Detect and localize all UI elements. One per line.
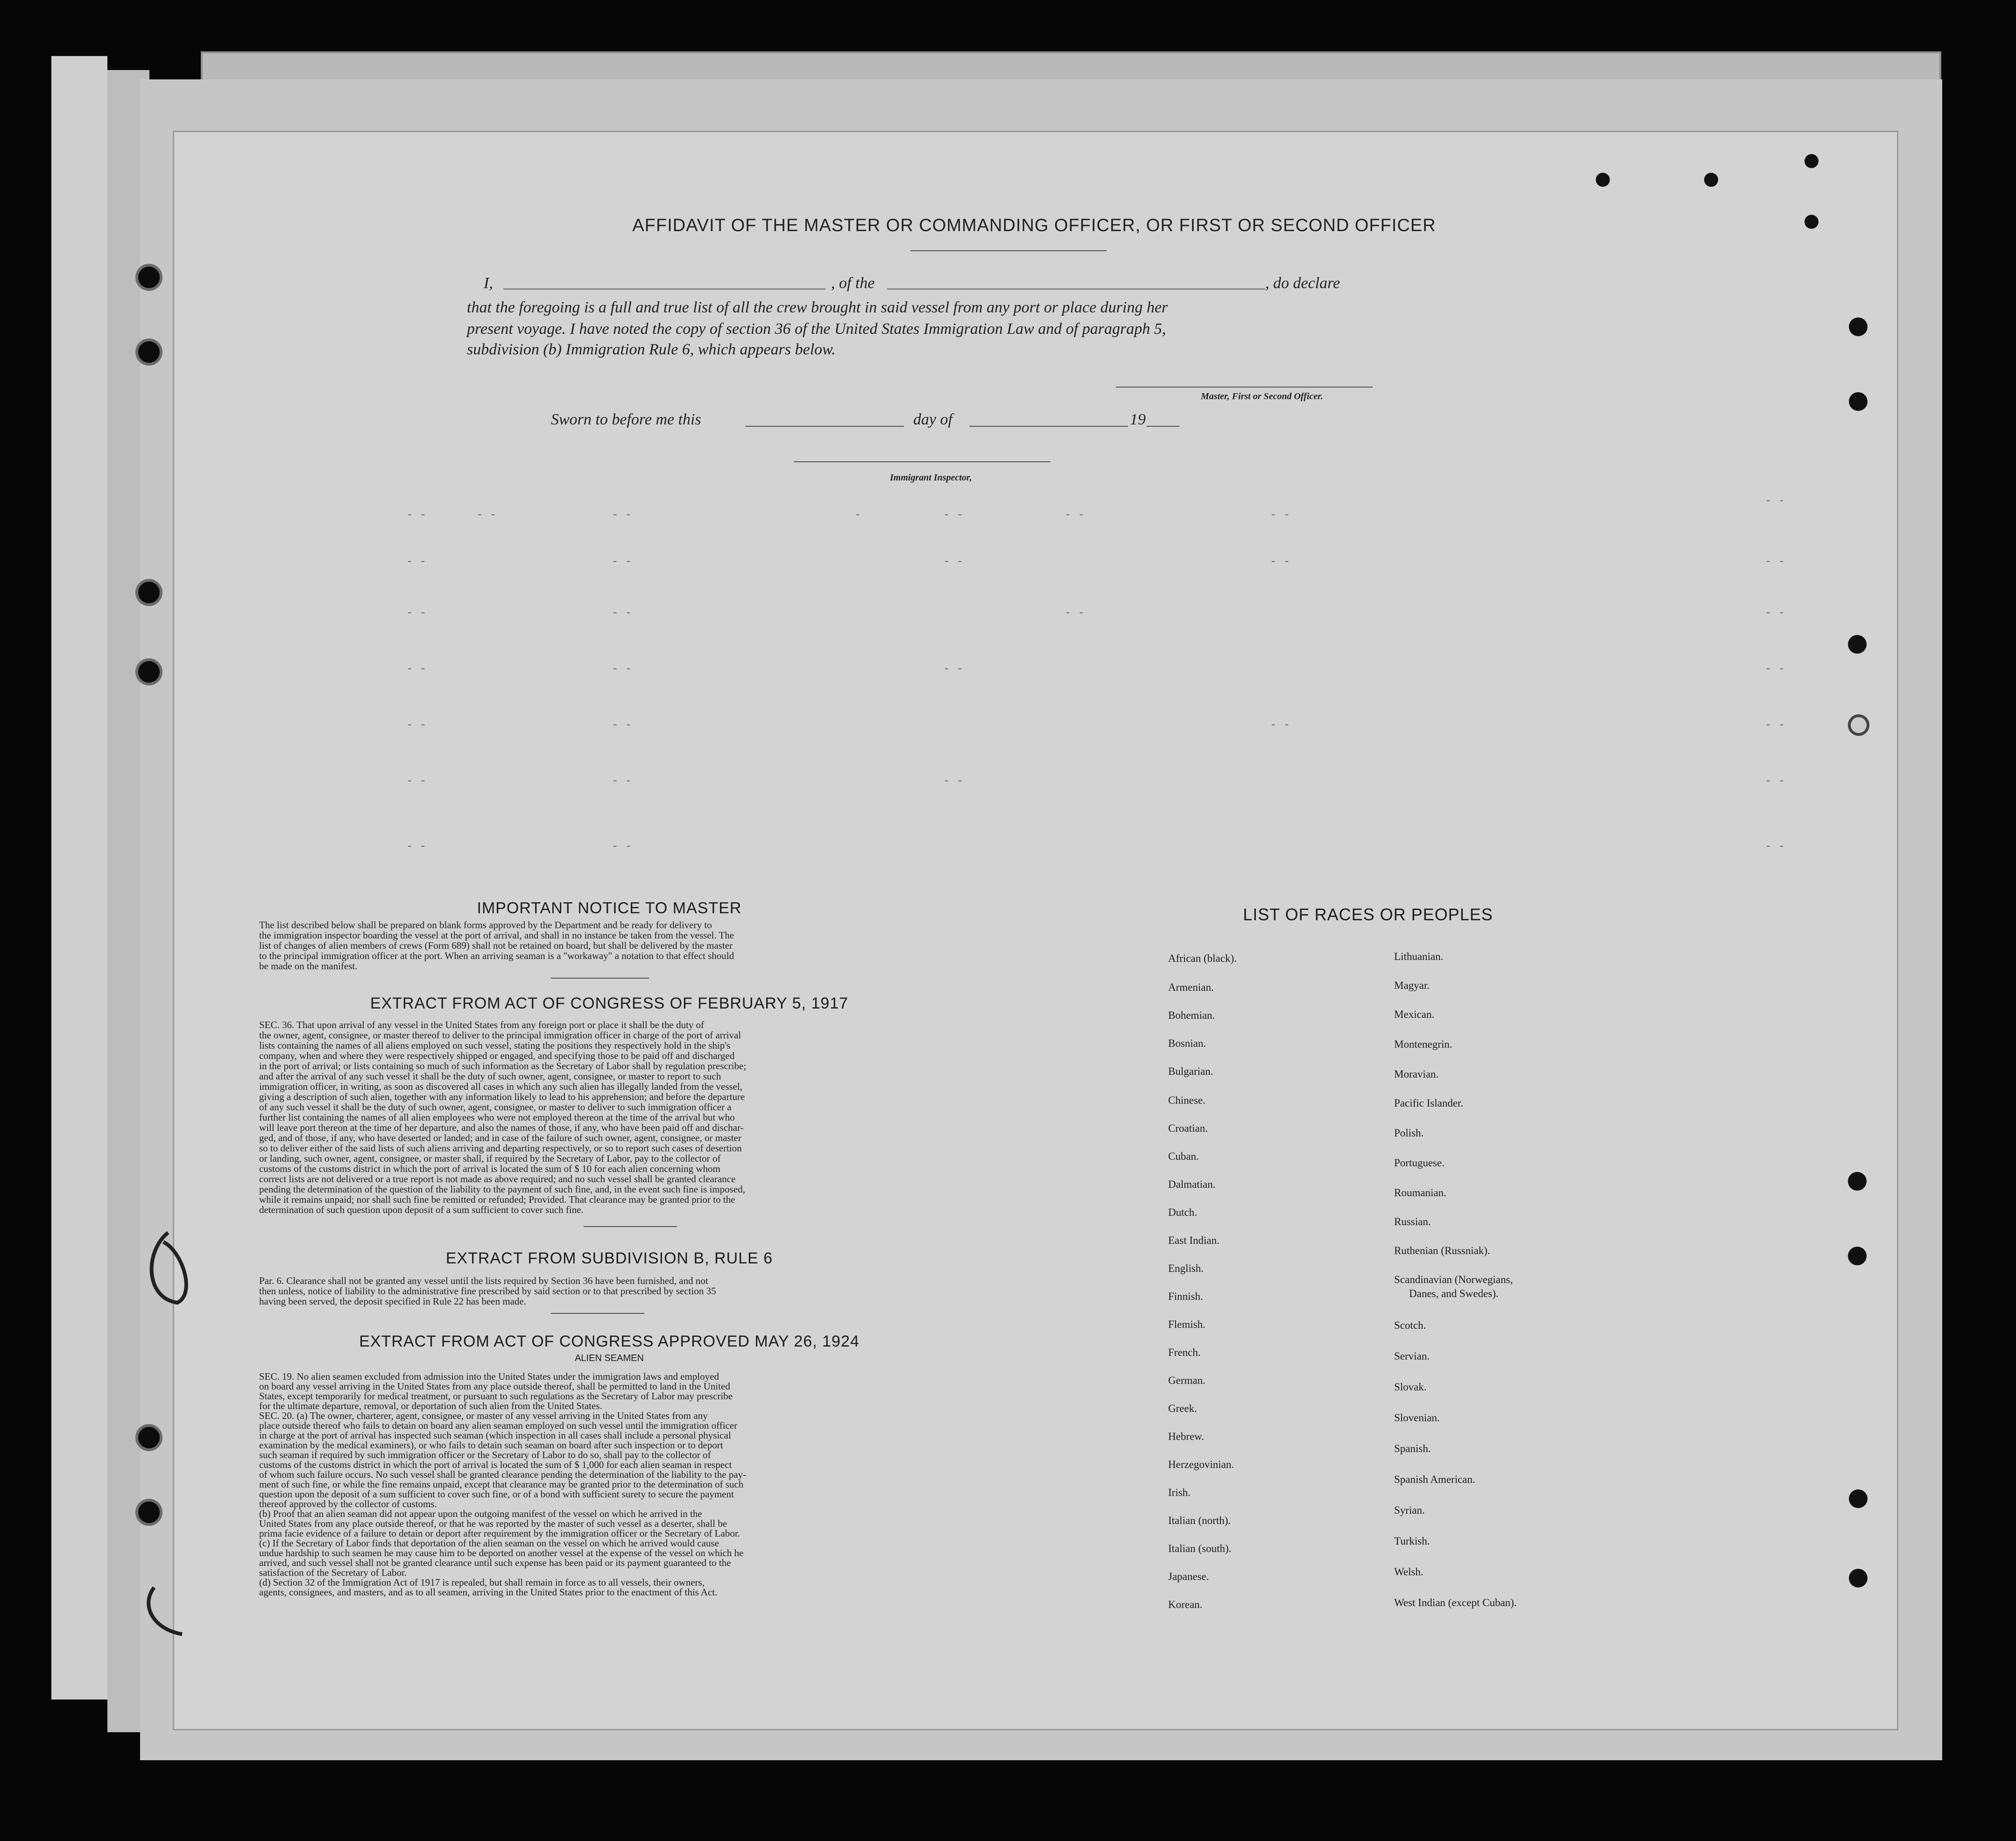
extract-line: or landing, such owner, agent, consignee, or master shall, if required by the Secretary of Labor, pay to the collector of bbox=[259, 1153, 721, 1164]
extract-line: such seaman if required by such immigration officer or the Secretary of Labor to do so, shall pay to the collector of bbox=[259, 1449, 711, 1460]
race-item: French. bbox=[1168, 1347, 1201, 1358]
bleed-through-mark: - - bbox=[943, 509, 964, 522]
extract-line: thereof approved by the collector of customs. bbox=[259, 1498, 437, 1509]
race-item: Italian (south). bbox=[1168, 1543, 1232, 1554]
bleed-through-mark: - - bbox=[406, 775, 427, 788]
race-item: Russian. bbox=[1394, 1216, 1431, 1227]
extract-line: then unless, notice of liability to the administrative fine prescribed by said section or to that prescribed by section 35 bbox=[259, 1285, 716, 1297]
extract-line: the owner, agent, consignee, or master thereof to deliver to the principal immigration officer in charge of the port of arrival bbox=[259, 1030, 741, 1041]
inspector-signature-blank bbox=[794, 461, 1050, 462]
signature-blank bbox=[1116, 387, 1373, 388]
extract-line: giving a description of such alien, together with any information likely to lead to his apprehension; and before the departure bbox=[259, 1091, 745, 1102]
punch-hole-icon bbox=[135, 579, 162, 606]
race-item: Slovenian. bbox=[1394, 1412, 1440, 1424]
year-blank bbox=[1147, 426, 1179, 427]
binder-edge-strip bbox=[51, 56, 107, 1700]
affidavit-text-line: that the foregoing is a full and true list of all the crew brought in said vessel from any port or place during her bbox=[467, 299, 1168, 316]
extract-line: examination by the medical examiners), or who fails to detain such seaman on board after such inspection or to deport bbox=[259, 1439, 723, 1451]
handwritten-mark bbox=[126, 1223, 210, 1643]
race-item: Armenian. bbox=[1168, 981, 1214, 993]
punch-hole-icon bbox=[1596, 173, 1610, 187]
bleed-through-mark: - - bbox=[1064, 607, 1085, 620]
extract-line: having been served, the deposit specified in Rule 22 has been made. bbox=[259, 1296, 527, 1307]
extract-line: for the ultimate departure, removal, or deportation of such alien from the United States. bbox=[259, 1400, 602, 1411]
race-item: Finnish. bbox=[1168, 1291, 1203, 1302]
notice-line: be made on the manifest. bbox=[259, 960, 358, 972]
divider bbox=[551, 978, 649, 979]
extract-rule6-title: EXTRACT FROM SUBDIVISION B, RULE 6 bbox=[445, 1249, 773, 1267]
race-item: Syrian. bbox=[1394, 1504, 1425, 1516]
extract-line: while it remains unpaid; nor shall such fine be remitted or refunded; Provided. That clearance may be granted prior to the bbox=[259, 1194, 735, 1205]
extract-line: question upon the deposit of a sum sufficient to cover such fine, or of a bond with sufficient surety to secure the payment bbox=[259, 1488, 734, 1500]
race-item: Magyar. bbox=[1394, 980, 1430, 991]
punch-hole-icon bbox=[1849, 1569, 1868, 1587]
extract-line: in charge at the port of arrival has inspected such seaman (which inspection in all cases shall include a personal physical bbox=[259, 1430, 731, 1441]
race-item: Dalmatian. bbox=[1168, 1178, 1216, 1190]
race-item: African (black). bbox=[1168, 952, 1237, 964]
extract-line: Par. 6. Clearance shall not be granted any vessel until the lists required by Section 36 have been furnished, and not bbox=[259, 1275, 708, 1286]
race-item: Ruthenian (Russniak). bbox=[1394, 1245, 1490, 1256]
race-item: Welsh. bbox=[1394, 1566, 1424, 1578]
race-item: Scandinavian (Norwegians, bbox=[1394, 1274, 1513, 1285]
race-item: Servian. bbox=[1394, 1350, 1430, 1362]
race-item: Greek. bbox=[1168, 1403, 1197, 1414]
affidavit-text-line: subdivision (b) Immigration Rule 6, which appears below. bbox=[467, 341, 836, 358]
bleed-through-mark: - - bbox=[1270, 719, 1290, 732]
extract-line: (d) Section 32 of the Immigration Act of 1917 is repealed, but shall remain in force as to all vessels, their owners, bbox=[259, 1577, 705, 1588]
punch-hole-icon bbox=[1849, 1489, 1868, 1508]
bleed-through-mark: - - bbox=[943, 663, 964, 676]
extract-line: immigration officer, in writing, as soon as discovered all cases in which any such alien has illegally landed from the vessel, bbox=[259, 1081, 743, 1092]
bleed-through-mark: - - bbox=[612, 509, 632, 522]
bleed-through-mark: - - bbox=[406, 840, 427, 853]
extract-line: of whom such failure occurs. No such vessel shall be granted clearance pending the determination of the liability to the pay- bbox=[259, 1469, 747, 1480]
extract-line: customs of the customs district in which the port of arrival is located the sum of $ 10 for each alien concerning whom bbox=[259, 1163, 720, 1174]
extract-line: agents, consignees, and masters, and as to all seamen, arriving in the United States prior to the enactment of this Act. bbox=[259, 1587, 718, 1598]
bleed-through-mark: - - bbox=[943, 775, 964, 788]
extract-line: in the port of arrival; or lists containing so much of such information as the Secretary of Labor shall by regulation prescribe; bbox=[259, 1060, 747, 1072]
extract-line: on board any vessel arriving in the United States from any place outside thereof, shall be permitted to land in the United bbox=[259, 1381, 730, 1392]
bleed-through-mark: - - bbox=[612, 840, 632, 853]
extract-line: and after the arrival of any such vessel it shall be the duty of such owner, agent, consignee, or master to report to such bbox=[259, 1071, 721, 1082]
sworn-prefix: Sworn to before me this bbox=[551, 411, 701, 428]
extract-line: SEC. 20. (a) The owner, charterer, agent, consignee, or master of any vessel arriving in the United States from any bbox=[259, 1410, 708, 1421]
race-item: Pacific Islander. bbox=[1394, 1097, 1464, 1109]
extract-line: SEC. 36. That upon arrival of any vessel in the United States from any foreign port or place it shall be the duty of bbox=[259, 1019, 705, 1030]
bleed-through-mark: - - bbox=[612, 719, 632, 732]
bleed-through-mark: - - bbox=[1765, 556, 1785, 568]
extract-line: determination of such question upon deposit of a sum sufficient to cover such fine. bbox=[259, 1204, 584, 1215]
bleed-through-mark: - - bbox=[1765, 719, 1785, 732]
race-item: Croatian. bbox=[1168, 1122, 1208, 1134]
affidavit-declare: , do declare bbox=[1265, 275, 1340, 292]
bleed-through-mark: - - bbox=[1765, 775, 1785, 788]
extract-line: United States from any place outside thereof, or that he was reported by the master of such vessel as a deserter, shall be bbox=[259, 1518, 727, 1529]
extract-line: (b) Proof that an alien seaman did not appear upon the outgoing manifest of the vessel on which he arrived in the bbox=[259, 1508, 702, 1519]
sworn-day-label: day of bbox=[913, 411, 953, 428]
alien-seamen-subtitle: ALIEN SEAMEN bbox=[575, 1353, 644, 1363]
race-item: Turkish. bbox=[1394, 1535, 1430, 1547]
bleed-through-mark: - bbox=[854, 509, 861, 522]
bleed-through-mark: - - bbox=[406, 663, 427, 676]
punch-hole-icon bbox=[1704, 173, 1718, 187]
extract-rule6-body bbox=[259, 1276, 945, 1306]
notice-title: IMPORTANT NOTICE TO MASTER bbox=[477, 899, 742, 917]
race-item-continued: Danes, and Swedes). bbox=[1409, 1288, 1499, 1299]
extract-line: lists containing the names of all aliens employed on such vessel, stating the positions they respectively hold in the ship's bbox=[259, 1040, 731, 1051]
race-item: East Indian. bbox=[1168, 1234, 1219, 1246]
master-signature-label: Master, First or Second Officer. bbox=[1201, 391, 1323, 402]
extract-line: pending the determination of the question of the liability to the payment of such fine, and, in the event such fine is imposed, bbox=[259, 1184, 746, 1195]
bleed-through-mark: - - bbox=[1765, 607, 1785, 620]
race-item: Korean. bbox=[1168, 1599, 1203, 1610]
extract-1924-title: EXTRACT FROM ACT OF CONGRESS APPROVED MAY 26, 1924 bbox=[359, 1333, 860, 1350]
extract-line: States, except temporarily for medical treatment, or pursuant to such regulations as the Secretary of Labor may prescribe bbox=[259, 1390, 733, 1402]
race-item: Chinese. bbox=[1168, 1094, 1205, 1106]
notice-line: list of changes of alien members of crews (Form 689) shall not be retained on board, but shall be delivered by the master bbox=[259, 940, 733, 951]
divider bbox=[910, 250, 1107, 251]
race-item: Polish. bbox=[1394, 1127, 1424, 1139]
extract-line: further list containing the names of all alien employees who were not employed thereon at the time of the arrival but who bbox=[259, 1112, 735, 1123]
bleed-through-mark: - - bbox=[1765, 495, 1785, 508]
race-item: Lithuanian. bbox=[1394, 951, 1444, 962]
bleed-through-mark: - - bbox=[612, 663, 632, 676]
race-item: Scotch. bbox=[1394, 1319, 1426, 1331]
bleed-through-mark: - - bbox=[612, 556, 632, 568]
extract-line: customs of the customs district in which the port of arrival is located the sum of $ 1,000 for each alien seaman in respect bbox=[259, 1459, 732, 1470]
race-item: Slovak. bbox=[1394, 1381, 1427, 1393]
punch-hole-icon bbox=[1848, 1172, 1867, 1191]
race-item: Mexican. bbox=[1394, 1009, 1435, 1020]
races-list-title: LIST OF RACES OR PEOPLES bbox=[1243, 905, 1493, 924]
extract-line: of any such vessel it shall be the duty of such owner, agent, consignee, or master to deliver to such immigration officer a bbox=[259, 1101, 732, 1113]
race-item: Dutch. bbox=[1168, 1206, 1197, 1218]
race-item: Irish. bbox=[1168, 1487, 1191, 1498]
punch-hole-icon bbox=[135, 658, 162, 685]
affidavit-text-line: present voyage. I have noted the copy of section 36 of the United States Immigration Law and of paragraph 5, bbox=[467, 320, 1166, 338]
race-item: Montenegrin. bbox=[1394, 1038, 1452, 1050]
extract-line: arrived, and such vessel shall not be granted clearance until such expense has been paid or its payment guaranteed to the bbox=[259, 1557, 731, 1568]
race-item: West Indian (except Cuban). bbox=[1394, 1597, 1517, 1608]
inspector-label: Immigrant Inspector, bbox=[890, 473, 972, 483]
race-item: Moravian. bbox=[1394, 1068, 1439, 1080]
race-item: Bohemian. bbox=[1168, 1009, 1215, 1021]
race-item: Hebrew. bbox=[1168, 1431, 1205, 1442]
bleed-through-mark: - - bbox=[1270, 509, 1290, 522]
bleed-through-mark: - - bbox=[406, 607, 427, 620]
notice-line: the immigration inspector boarding the vessel at the port of arrival, and shall in no instance be taken from the vessel. The bbox=[259, 930, 734, 941]
divider bbox=[584, 1226, 677, 1227]
race-item: English. bbox=[1168, 1263, 1204, 1274]
extract-1924-body bbox=[259, 1372, 945, 1597]
month-blank bbox=[969, 426, 1128, 427]
sworn-year-label: 19 bbox=[1130, 411, 1146, 428]
race-item: Bosnian. bbox=[1168, 1037, 1206, 1049]
affidavit-title: AFFIDAVIT OF THE MASTER OR COMMANDING OFFICER, OR FIRST OR SECOND OFFICER bbox=[632, 216, 1436, 235]
notice-line: The list described below shall be prepared on blank forms approved by the Department and be ready for delivery to bbox=[259, 919, 712, 931]
bleed-through-mark: - - bbox=[406, 719, 427, 732]
affidavit-i: I, bbox=[484, 275, 493, 292]
bleed-through-mark: - - bbox=[476, 509, 497, 522]
extract-line: correct lists are not delivered or a true report is not made as above required; and no such vessel shall be granted clearance bbox=[259, 1173, 736, 1185]
race-item: Italian (north). bbox=[1168, 1515, 1231, 1526]
extract-line: so to deliver either of the said lists of such aliens arriving and departing respectively, or so to report such cases of desertion bbox=[259, 1143, 742, 1154]
bleed-through-mark: - - bbox=[612, 607, 632, 620]
extract-line: (c) If the Secretary of Labor finds that deportation of the alien seaman on the vessel on which he arrived would cause bbox=[259, 1538, 719, 1549]
race-item: Cuban. bbox=[1168, 1150, 1199, 1162]
punch-hole-icon bbox=[1848, 714, 1869, 736]
bleed-through-mark: - - bbox=[1270, 556, 1290, 568]
extract-line: ged, and of those, if any, who have deserted or landed; and in case of the failure of such owner, agent, consignee, or master bbox=[259, 1132, 741, 1143]
punch-hole-icon bbox=[1805, 154, 1819, 168]
notice-line: to the principal immigration officer at the port. When an arriving seaman is a "workaway" a notation to that effect should bbox=[259, 950, 734, 961]
divider bbox=[551, 1313, 644, 1314]
race-item: Japanese. bbox=[1168, 1571, 1209, 1582]
extract-1917-title: EXTRACT FROM ACT OF CONGRESS OF FEBRUARY 5, 1917 bbox=[370, 995, 849, 1012]
race-item: German. bbox=[1168, 1375, 1205, 1386]
punch-hole-icon bbox=[1848, 635, 1867, 654]
extract-line: will leave port thereon at the time of her departure, and also the names of those, if any, who have been paid off and dischar- bbox=[259, 1122, 744, 1133]
race-item: Roumanian. bbox=[1394, 1187, 1446, 1199]
bleed-through-mark: - - bbox=[406, 509, 427, 522]
punch-hole-icon bbox=[135, 339, 162, 366]
punch-hole-icon bbox=[135, 264, 162, 291]
extract-1917-body bbox=[259, 1020, 945, 1215]
extract-line: undue hardship to such seamen he may cause him to be deported on another vessel at the expense of the vessel on which he bbox=[259, 1547, 744, 1559]
bleed-through-mark: - - bbox=[612, 775, 632, 788]
bleed-through-mark: - - bbox=[1765, 663, 1785, 676]
extract-line: ment of such fine, or while the fine remains unpaid, except that clearance may be granted prior to the determination of such bbox=[259, 1479, 744, 1490]
notice-body bbox=[259, 920, 945, 971]
race-item: Flemish. bbox=[1168, 1319, 1205, 1330]
extract-line: SEC. 19. No alien seamen excluded from admission into the United States under the immigration laws and employed bbox=[259, 1371, 719, 1382]
race-item: Herzegovinian. bbox=[1168, 1459, 1234, 1470]
punch-hole-icon bbox=[1848, 1247, 1867, 1265]
bleed-through-mark: - - bbox=[406, 556, 427, 568]
bleed-through-mark: - - bbox=[1765, 840, 1785, 853]
day-blank bbox=[745, 426, 904, 427]
bleed-through-mark: - - bbox=[943, 556, 964, 568]
bleed-through-mark: - - bbox=[1064, 509, 1085, 522]
extract-line: prima facie evidence of a failure to detain or deport after requirement by the immigration officer or the Secretary of Labor. bbox=[259, 1528, 740, 1539]
extract-line: place outside thereof who fails to detain on board any alien seaman employed on such vessel until the immigration officer bbox=[259, 1420, 738, 1431]
race-item: Spanish American. bbox=[1394, 1474, 1475, 1485]
punch-hole-icon bbox=[1849, 392, 1868, 411]
punch-hole-icon bbox=[1849, 317, 1868, 336]
extract-line: company, when and where they were respectively shipped or engaged, and specifying those to be paid off and discharged bbox=[259, 1050, 735, 1061]
race-item: Bulgarian. bbox=[1168, 1065, 1213, 1077]
affidavit-of-the: , of the bbox=[831, 275, 875, 292]
extract-line: satisfaction of the Secretary of Labor. bbox=[259, 1567, 407, 1578]
race-item: Portuguese. bbox=[1394, 1157, 1445, 1169]
race-item: Spanish. bbox=[1394, 1443, 1431, 1454]
